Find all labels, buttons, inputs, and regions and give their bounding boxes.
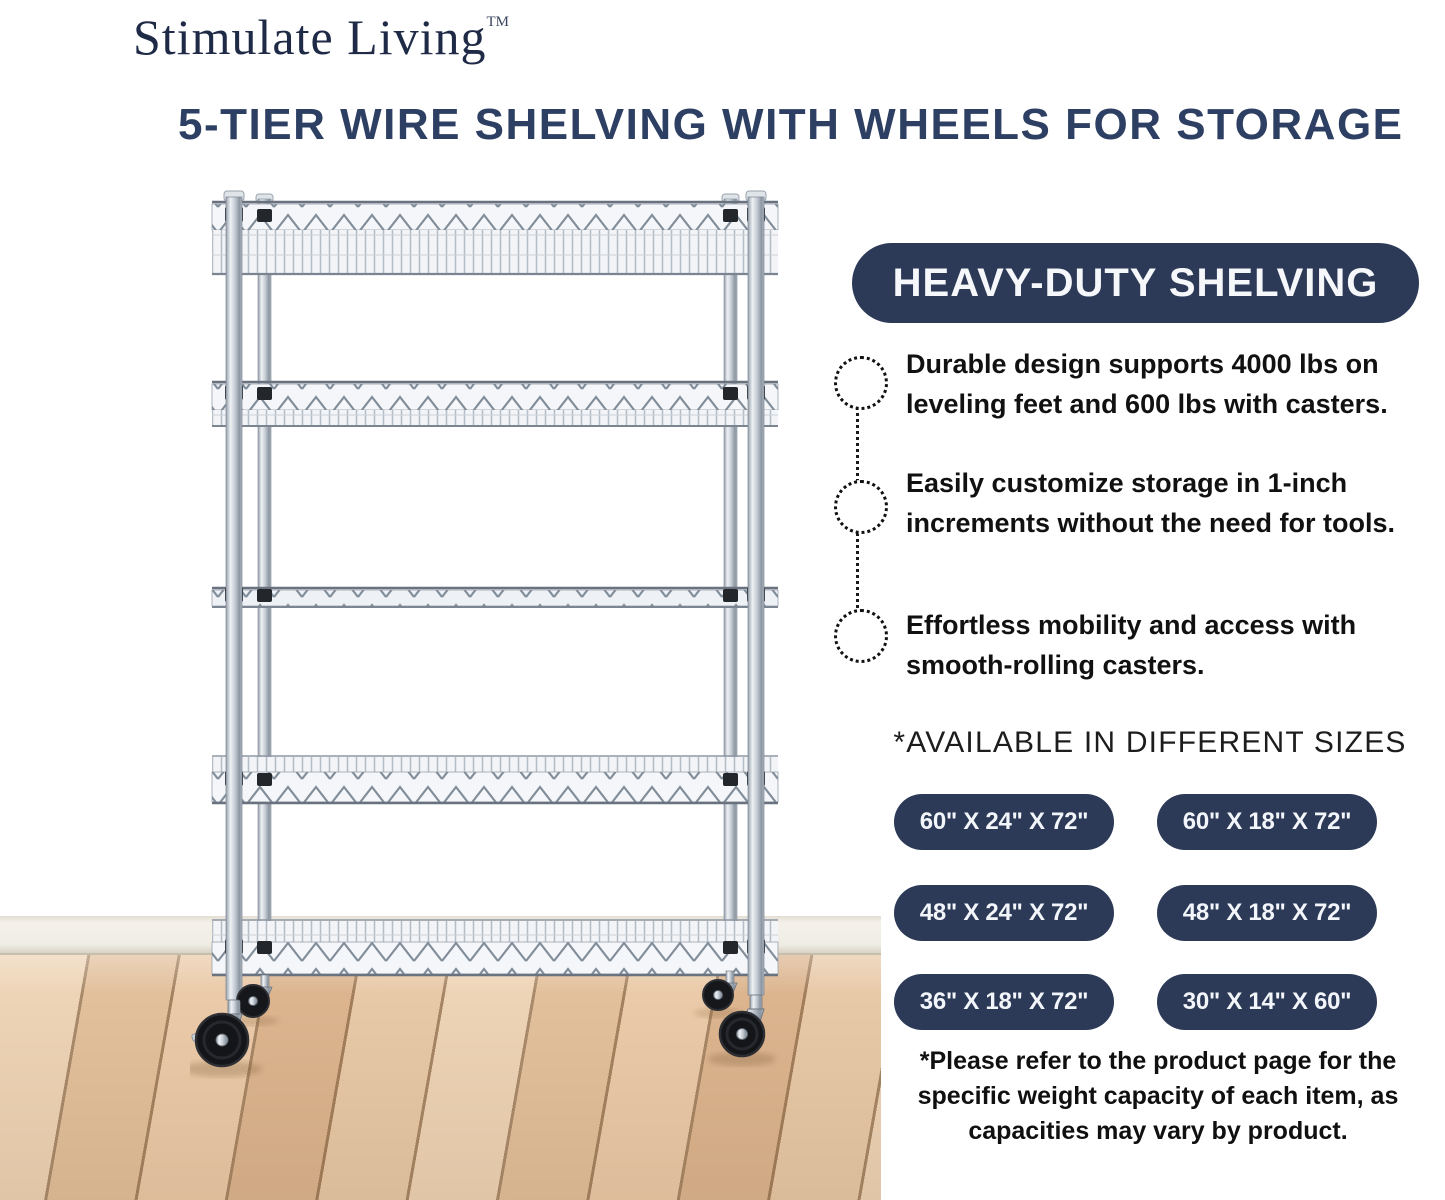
feature-text-2 bbox=[906, 463, 1436, 543]
casters bbox=[191, 971, 764, 1066]
shelving-unit bbox=[190, 185, 790, 1100]
post-collars bbox=[225, 207, 765, 954]
size-pill-30x14x60 bbox=[1157, 974, 1377, 1030]
feature-bullet-circle-3 bbox=[834, 609, 888, 663]
size-pill-label: 30" X 14" X 60" bbox=[1182, 988, 1352, 1015]
size-pill-label: 60" X 24" X 72" bbox=[919, 808, 1089, 835]
feature-text-2-line-2: increments without the need for tools. bbox=[906, 508, 1396, 538]
size-pill-label: 36" X 18" X 72" bbox=[919, 988, 1089, 1015]
feature-text-1-line-2: leveling feet and 600 lbs with casters. bbox=[906, 389, 1388, 419]
size-pill-label: 60" X 18" X 72" bbox=[1182, 808, 1352, 835]
heavy-duty-badge bbox=[852, 243, 1419, 323]
caster-back-right bbox=[703, 971, 737, 1010]
feature-text-3 bbox=[906, 605, 1436, 685]
sizes-heading: *AVAILABLE IN DIFFERENT SIZES bbox=[893, 726, 1407, 759]
disclaimer-line-2: specific weight capacity of each item, as bbox=[917, 1082, 1399, 1110]
feature-bullet-circle-2 bbox=[834, 480, 888, 534]
feature-text-1 bbox=[906, 344, 1436, 424]
size-pill-48x18x72 bbox=[1157, 885, 1377, 941]
shelf-tier-5 bbox=[212, 920, 778, 975]
disclaimer-line-1: *Please refer to the product page for the bbox=[919, 1047, 1397, 1075]
feature-text-3-line-2: smooth-rolling casters. bbox=[906, 650, 1205, 680]
back-posts bbox=[256, 194, 739, 975]
shelf-tier-3 bbox=[212, 588, 778, 607]
brand-name: Stimulate Living bbox=[133, 9, 487, 65]
size-pill-36x18x72 bbox=[894, 974, 1114, 1030]
shelf-tiers bbox=[212, 202, 778, 975]
feature-bullet-circle-1 bbox=[834, 356, 888, 410]
shelf-tier-1 bbox=[212, 202, 778, 274]
size-pill-48x24x72 bbox=[894, 885, 1114, 941]
size-pill-label: 48" X 24" X 72" bbox=[919, 899, 1089, 926]
size-pill-60x24x72 bbox=[894, 794, 1114, 850]
disclaimer-note bbox=[878, 1044, 1438, 1149]
caster-shadows bbox=[190, 1008, 776, 1077]
feature-text-3-line-1: Effortless mobility and access with bbox=[906, 610, 1357, 640]
shelf-tier-4 bbox=[212, 756, 778, 803]
feature-text-2-line-1: Easily customize storage in 1-inch bbox=[906, 468, 1348, 498]
size-pill-label: 48" X 18" X 72" bbox=[1182, 899, 1352, 926]
caster-front-left bbox=[191, 1000, 248, 1066]
page-title: 5-TIER WIRE SHELVING WITH WHEELS FOR STORAGE bbox=[178, 100, 1404, 149]
feature-text-1-line-1: Durable design supports 4000 lbs on bbox=[906, 349, 1379, 379]
shelf-tier-2 bbox=[212, 382, 778, 426]
size-pill-60x18x72 bbox=[1157, 794, 1377, 850]
trademark-symbol: TM bbox=[486, 14, 509, 30]
heavy-duty-badge-label: HEAVY-DUTY SHELVING bbox=[892, 260, 1379, 305]
disclaimer-line-3: capacities may vary by product. bbox=[968, 1117, 1348, 1145]
